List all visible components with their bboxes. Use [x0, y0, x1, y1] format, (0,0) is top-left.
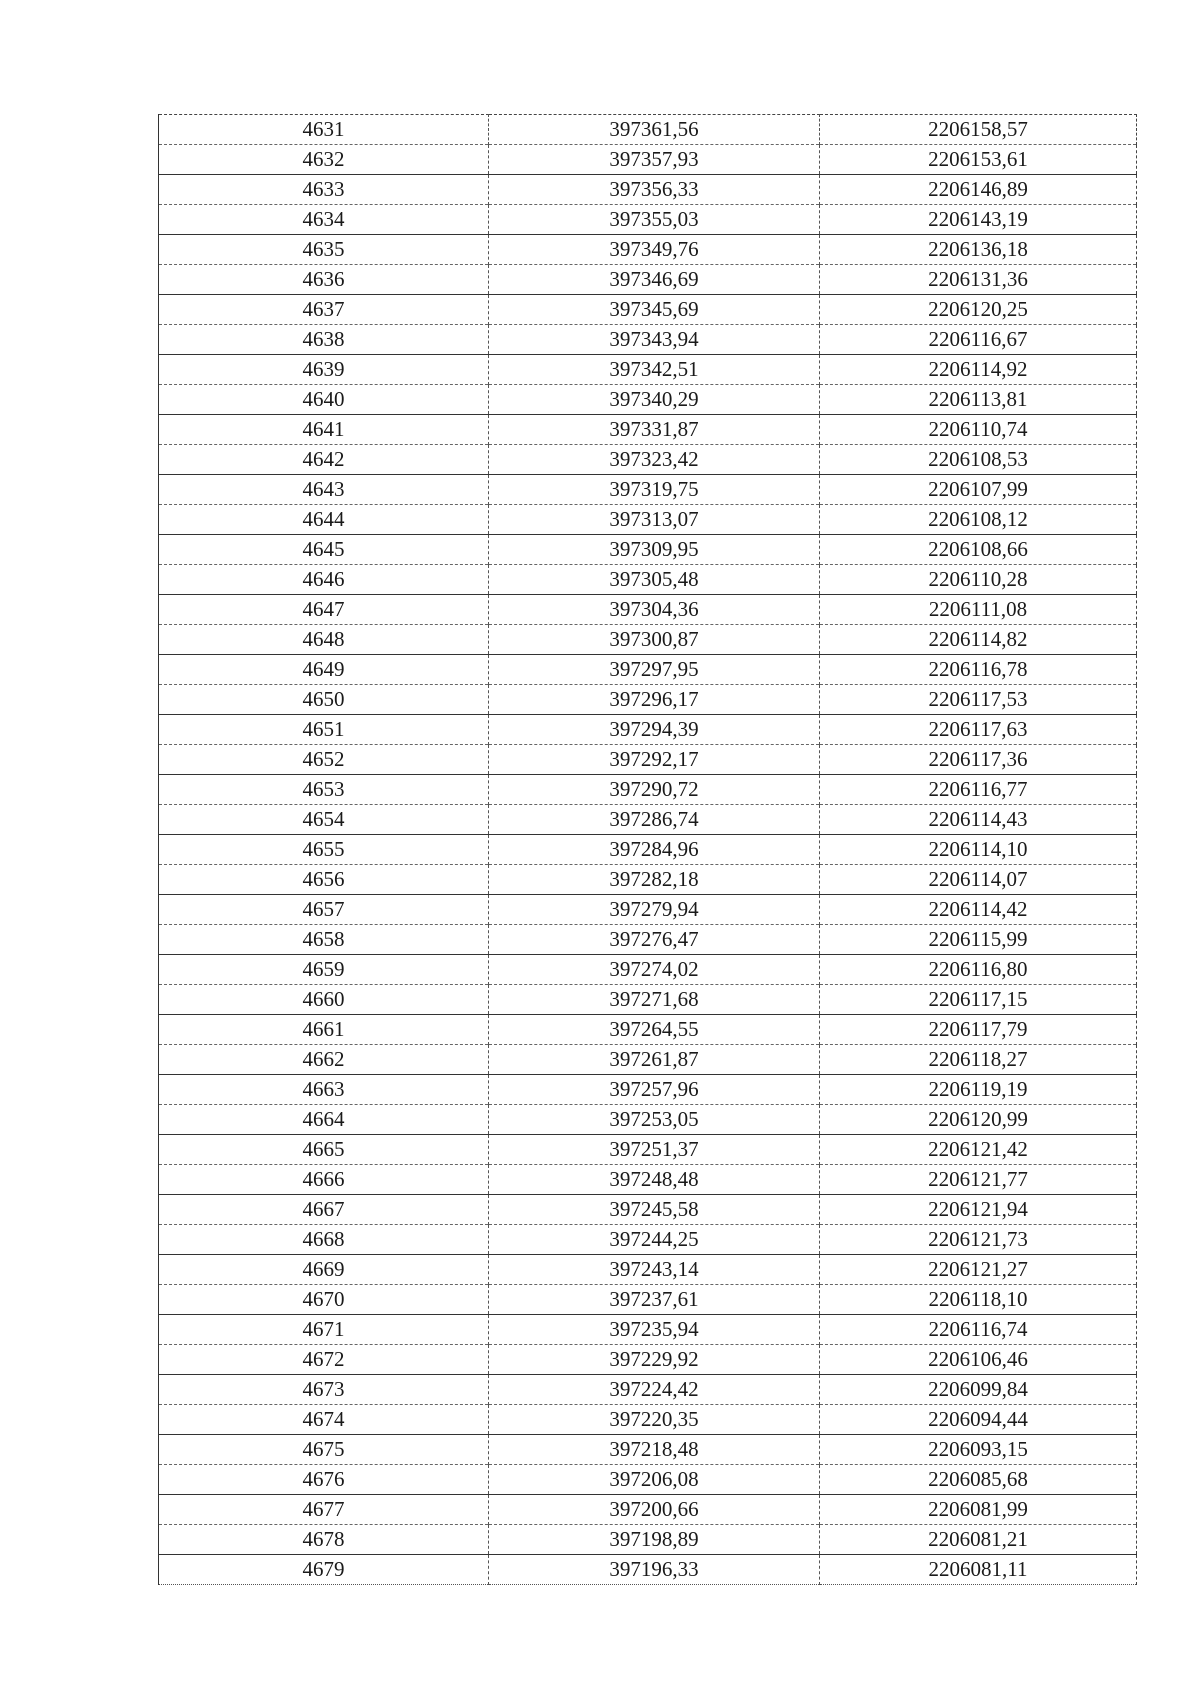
x-coordinate-cell: 397309,95: [489, 535, 820, 565]
table-row: [159, 175, 1137, 205]
y-coordinate-cell: 2206158,57: [820, 115, 1137, 145]
point-number-cell: 4673: [159, 1375, 489, 1405]
table-row: [159, 325, 1137, 355]
x-coordinate-cell: 397294,39: [489, 715, 820, 745]
y-coordinate-cell: 2206099,84: [820, 1375, 1137, 1405]
x-coordinate-cell: 397290,72: [489, 775, 820, 805]
point-number-cell: 4655: [159, 835, 489, 865]
table-row: [159, 1075, 1137, 1105]
y-coordinate-cell: 2206118,27: [820, 1045, 1137, 1075]
x-coordinate-cell: 397218,48: [489, 1435, 820, 1465]
point-number-cell: 4670: [159, 1285, 489, 1315]
y-coordinate-cell: 2206120,25: [820, 295, 1137, 325]
y-coordinate-cell: 2206117,53: [820, 685, 1137, 715]
x-coordinate-cell: 397342,51: [489, 355, 820, 385]
x-coordinate-cell: 397284,96: [489, 835, 820, 865]
point-number-cell: 4635: [159, 235, 489, 265]
x-coordinate-cell: 397319,75: [489, 475, 820, 505]
table-row: [159, 565, 1137, 595]
x-coordinate-cell: 397331,87: [489, 415, 820, 445]
x-coordinate-cell: 397297,95: [489, 655, 820, 685]
y-coordinate-cell: 2206113,81: [820, 385, 1137, 415]
y-coordinate-cell: 2206114,42: [820, 895, 1137, 925]
y-coordinate-cell: 2206081,99: [820, 1495, 1137, 1525]
x-coordinate-cell: 397305,48: [489, 565, 820, 595]
point-number-cell: 4679: [159, 1555, 489, 1585]
point-number-cell: 4640: [159, 385, 489, 415]
y-coordinate-cell: 2206153,61: [820, 145, 1137, 175]
x-coordinate-cell: 397345,69: [489, 295, 820, 325]
y-coordinate-cell: 2206108,12: [820, 505, 1137, 535]
y-coordinate-cell: 2206111,08: [820, 595, 1137, 625]
point-number-cell: 4645: [159, 535, 489, 565]
y-coordinate-cell: 2206114,92: [820, 355, 1137, 385]
x-coordinate-cell: 397198,89: [489, 1525, 820, 1555]
y-coordinate-cell: 2206121,77: [820, 1165, 1137, 1195]
table-row: [159, 1255, 1137, 1285]
x-coordinate-cell: 397356,33: [489, 175, 820, 205]
point-number-cell: 4634: [159, 205, 489, 235]
table-row: [159, 895, 1137, 925]
x-coordinate-cell: 397304,36: [489, 595, 820, 625]
y-coordinate-cell: 2206136,18: [820, 235, 1137, 265]
y-coordinate-cell: 2206121,73: [820, 1225, 1137, 1255]
table-row: [159, 505, 1137, 535]
y-coordinate-cell: 2206094,44: [820, 1405, 1137, 1435]
table-row: [159, 145, 1137, 175]
table-row: [159, 715, 1137, 745]
table-row: [159, 1015, 1137, 1045]
x-coordinate-cell: 397346,69: [489, 265, 820, 295]
x-coordinate-cell: 397340,29: [489, 385, 820, 415]
point-number-cell: 4659: [159, 955, 489, 985]
point-number-cell: 4678: [159, 1525, 489, 1555]
point-number-cell: 4654: [159, 805, 489, 835]
x-coordinate-cell: 397274,02: [489, 955, 820, 985]
point-number-cell: 4666: [159, 1165, 489, 1195]
table-row: [159, 355, 1137, 385]
point-number-cell: 4631: [159, 115, 489, 145]
table-row: [159, 115, 1137, 145]
y-coordinate-cell: 2206107,99: [820, 475, 1137, 505]
point-number-cell: 4657: [159, 895, 489, 925]
table-row: [159, 835, 1137, 865]
x-coordinate-cell: 397323,42: [489, 445, 820, 475]
table-row: [159, 1345, 1137, 1375]
y-coordinate-cell: 2206110,74: [820, 415, 1137, 445]
table-row: [159, 235, 1137, 265]
table-row: [159, 955, 1137, 985]
x-coordinate-cell: 397286,74: [489, 805, 820, 835]
x-coordinate-cell: 397361,56: [489, 115, 820, 145]
point-number-cell: 4669: [159, 1255, 489, 1285]
y-coordinate-cell: 2206081,21: [820, 1525, 1137, 1555]
point-number-cell: 4660: [159, 985, 489, 1015]
y-coordinate-cell: 2206131,36: [820, 265, 1137, 295]
point-number-cell: 4675: [159, 1435, 489, 1465]
table-row: [159, 655, 1137, 685]
point-number-cell: 4638: [159, 325, 489, 355]
table-row: [159, 535, 1137, 565]
table-row: [159, 1465, 1137, 1495]
x-coordinate-cell: 397276,47: [489, 925, 820, 955]
point-number-cell: 4676: [159, 1465, 489, 1495]
x-coordinate-cell: 397313,07: [489, 505, 820, 535]
table-row: [159, 685, 1137, 715]
table-row: [159, 1045, 1137, 1075]
point-number-cell: 4668: [159, 1225, 489, 1255]
point-number-cell: 4643: [159, 475, 489, 505]
x-coordinate-cell: 397282,18: [489, 865, 820, 895]
table-row: [159, 595, 1137, 625]
y-coordinate-cell: 2206121,94: [820, 1195, 1137, 1225]
table-row: [159, 1105, 1137, 1135]
point-number-cell: 4644: [159, 505, 489, 535]
y-coordinate-cell: 2206116,77: [820, 775, 1137, 805]
table-row: [159, 1315, 1137, 1345]
y-coordinate-cell: 2206108,53: [820, 445, 1137, 475]
point-number-cell: 4671: [159, 1315, 489, 1345]
x-coordinate-cell: 397196,33: [489, 1555, 820, 1585]
y-coordinate-cell: 2206117,36: [820, 745, 1137, 775]
table-row: [159, 775, 1137, 805]
x-coordinate-cell: 397200,66: [489, 1495, 820, 1525]
point-number-cell: 4658: [159, 925, 489, 955]
point-number-cell: 4661: [159, 1015, 489, 1045]
table-row: [159, 1555, 1137, 1585]
y-coordinate-cell: 2206114,82: [820, 625, 1137, 655]
point-number-cell: 4650: [159, 685, 489, 715]
point-number-cell: 4674: [159, 1405, 489, 1435]
point-number-cell: 4656: [159, 865, 489, 895]
y-coordinate-cell: 2206119,19: [820, 1075, 1137, 1105]
x-coordinate-cell: 397245,58: [489, 1195, 820, 1225]
table-row: [159, 385, 1137, 415]
y-coordinate-cell: 2206117,79: [820, 1015, 1137, 1045]
table-row: [159, 295, 1137, 325]
point-number-cell: 4672: [159, 1345, 489, 1375]
point-number-cell: 4652: [159, 745, 489, 775]
table-row: [159, 925, 1137, 955]
table-row: [159, 985, 1137, 1015]
y-coordinate-cell: 2206117,63: [820, 715, 1137, 745]
y-coordinate-cell: 2206114,07: [820, 865, 1137, 895]
table-row: [159, 1495, 1137, 1525]
x-coordinate-cell: 397244,25: [489, 1225, 820, 1255]
table-row: [159, 1525, 1137, 1555]
y-coordinate-cell: 2206116,67: [820, 325, 1137, 355]
point-number-cell: 4642: [159, 445, 489, 475]
x-coordinate-cell: 397261,87: [489, 1045, 820, 1075]
x-coordinate-cell: 397248,48: [489, 1165, 820, 1195]
x-coordinate-cell: 397229,92: [489, 1345, 820, 1375]
table-row: [159, 415, 1137, 445]
point-number-cell: 4651: [159, 715, 489, 745]
table-row: [159, 445, 1137, 475]
x-coordinate-cell: 397257,96: [489, 1075, 820, 1105]
table-row: [159, 865, 1137, 895]
table-row: [159, 1375, 1137, 1405]
x-coordinate-cell: 397224,42: [489, 1375, 820, 1405]
point-number-cell: 4649: [159, 655, 489, 685]
x-coordinate-cell: 397343,94: [489, 325, 820, 355]
coordinates-table-body: [159, 115, 1137, 1585]
y-coordinate-cell: 2206106,46: [820, 1345, 1137, 1375]
table-row: [159, 1405, 1137, 1435]
point-number-cell: 4667: [159, 1195, 489, 1225]
y-coordinate-cell: 2206116,78: [820, 655, 1137, 685]
y-coordinate-cell: 2206143,19: [820, 205, 1137, 235]
x-coordinate-cell: 397349,76: [489, 235, 820, 265]
point-number-cell: 4633: [159, 175, 489, 205]
point-number-cell: 4637: [159, 295, 489, 325]
y-coordinate-cell: 2206114,43: [820, 805, 1137, 835]
x-coordinate-cell: 397235,94: [489, 1315, 820, 1345]
y-coordinate-cell: 2206093,15: [820, 1435, 1137, 1465]
table-row: [159, 265, 1137, 295]
point-number-cell: 4646: [159, 565, 489, 595]
table-row: [159, 1225, 1137, 1255]
y-coordinate-cell: 2206108,66: [820, 535, 1137, 565]
x-coordinate-cell: 397264,55: [489, 1015, 820, 1045]
point-number-cell: 4632: [159, 145, 489, 175]
point-number-cell: 4653: [159, 775, 489, 805]
table-row: [159, 1435, 1137, 1465]
point-number-cell: 4677: [159, 1495, 489, 1525]
point-number-cell: 4647: [159, 595, 489, 625]
y-coordinate-cell: 2206081,11: [820, 1555, 1137, 1585]
x-coordinate-cell: 397206,08: [489, 1465, 820, 1495]
point-number-cell: 4665: [159, 1135, 489, 1165]
y-coordinate-cell: 2206121,27: [820, 1255, 1137, 1285]
table-row: [159, 475, 1137, 505]
coordinates-table: [158, 114, 1137, 1585]
x-coordinate-cell: 397357,93: [489, 145, 820, 175]
y-coordinate-cell: 2206117,15: [820, 985, 1137, 1015]
point-number-cell: 4664: [159, 1105, 489, 1135]
y-coordinate-cell: 2206116,74: [820, 1315, 1137, 1345]
x-coordinate-cell: 397296,17: [489, 685, 820, 715]
point-number-cell: 4641: [159, 415, 489, 445]
x-coordinate-cell: 397253,05: [489, 1105, 820, 1135]
table-row: [159, 805, 1137, 835]
y-coordinate-cell: 2206110,28: [820, 565, 1137, 595]
y-coordinate-cell: 2206116,80: [820, 955, 1137, 985]
x-coordinate-cell: 397292,17: [489, 745, 820, 775]
table-row: [159, 205, 1137, 235]
table-row: [159, 625, 1137, 655]
x-coordinate-cell: 397251,37: [489, 1135, 820, 1165]
x-coordinate-cell: 397279,94: [489, 895, 820, 925]
y-coordinate-cell: 2206114,10: [820, 835, 1137, 865]
y-coordinate-cell: 2206085,68: [820, 1465, 1137, 1495]
point-number-cell: 4648: [159, 625, 489, 655]
table-row: [159, 745, 1137, 775]
table-row: [159, 1135, 1137, 1165]
x-coordinate-cell: 397220,35: [489, 1405, 820, 1435]
x-coordinate-cell: 397355,03: [489, 205, 820, 235]
table-row: [159, 1165, 1137, 1195]
point-number-cell: 4636: [159, 265, 489, 295]
point-number-cell: 4639: [159, 355, 489, 385]
x-coordinate-cell: 397271,68: [489, 985, 820, 1015]
x-coordinate-cell: 397237,61: [489, 1285, 820, 1315]
y-coordinate-cell: 2206121,42: [820, 1135, 1137, 1165]
point-number-cell: 4663: [159, 1075, 489, 1105]
x-coordinate-cell: 397243,14: [489, 1255, 820, 1285]
y-coordinate-cell: 2206146,89: [820, 175, 1137, 205]
y-coordinate-cell: 2206120,99: [820, 1105, 1137, 1135]
table-row: [159, 1285, 1137, 1315]
y-coordinate-cell: 2206118,10: [820, 1285, 1137, 1315]
table-row: [159, 1195, 1137, 1225]
y-coordinate-cell: 2206115,99: [820, 925, 1137, 955]
point-number-cell: 4662: [159, 1045, 489, 1075]
x-coordinate-cell: 397300,87: [489, 625, 820, 655]
